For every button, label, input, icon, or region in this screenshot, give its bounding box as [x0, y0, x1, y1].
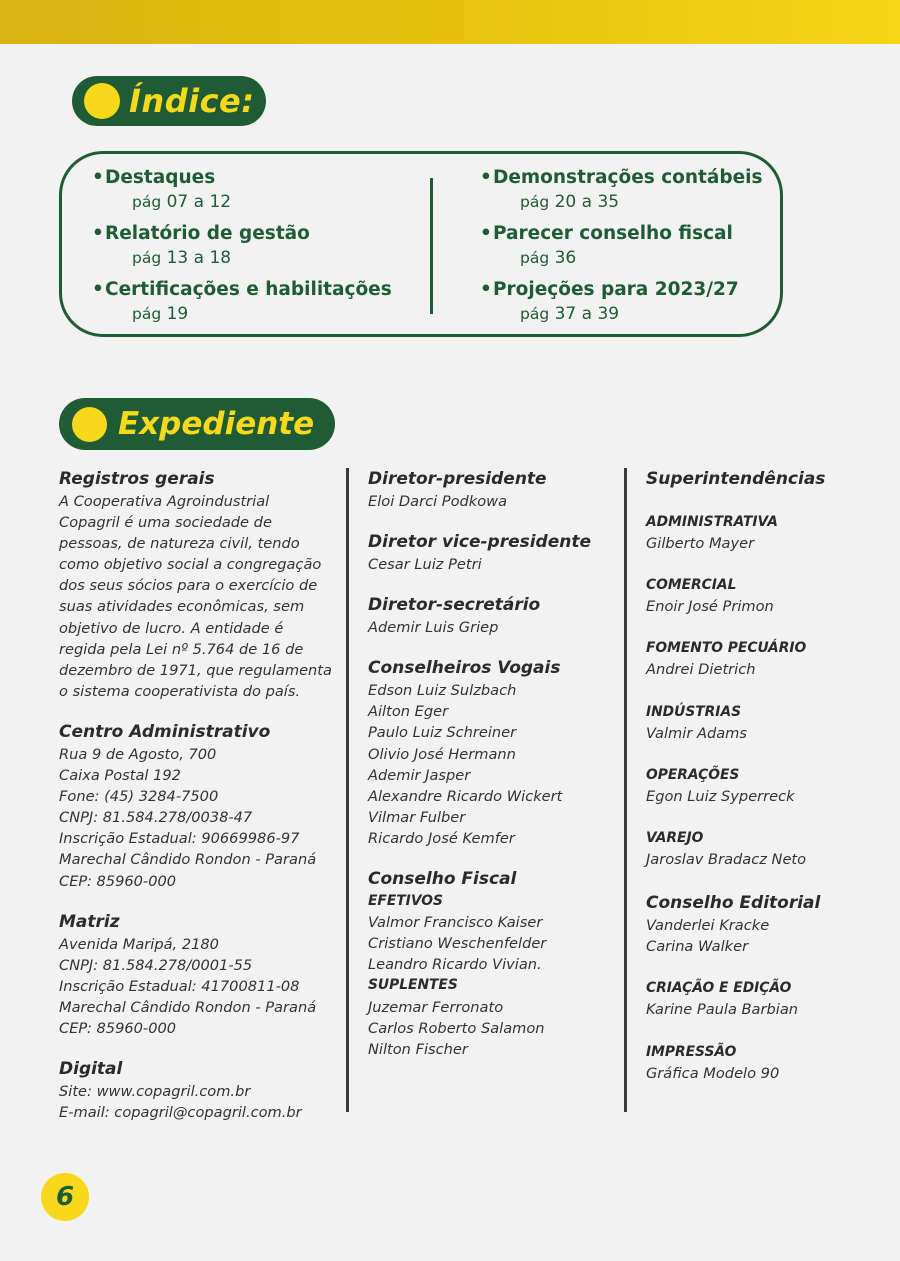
section-heading: Diretor-secretário	[368, 595, 541, 616]
subsection-label: FOMENTO PECUÁRIO	[646, 640, 807, 657]
section-heading: Conselho Editorial	[646, 893, 821, 914]
expediente-heading	[59, 398, 335, 450]
index-item[interactable]: •Parecer conselho fiscal pág 36	[480, 223, 733, 268]
index-item[interactable]: •Destaques pág 07 a 12	[92, 167, 232, 212]
subsection-label: COMERCIAL	[646, 577, 737, 594]
column-divider	[624, 468, 627, 1112]
subsection-label: OPERAÇÕES	[646, 766, 740, 783]
subsection-label: INDÚSTRIAS	[646, 703, 742, 720]
section-heading: Diretor-presidente	[368, 469, 547, 489]
index-item[interactable]: •Relatório de gestão pág 13 a 18	[92, 223, 310, 268]
section-heading: Registros gerais	[59, 469, 215, 489]
section-heading: Centro Administrativo	[59, 721, 271, 742]
subsection-label: EFETIVOS	[368, 893, 443, 910]
email-link[interactable]: E-mail: copagril@copagril.com.br	[59, 1104, 302, 1122]
subsection-label: ADMINISTRATIVA	[646, 514, 778, 530]
section-heading: Superintendências	[646, 469, 826, 489]
expediente-column-2: Diretor-presidente Eloi Darci Podkowa Diretor vice-presidente Cesar Luiz Petri Diretor-secretário Ademir Luis Griep Conselheiros Vogais Edson Luiz Sulzbach Ailton Eger Paulo Luiz Schreiner Olivio José Hermann Ademir Jasper Alexandre Ricardo Wickert Vilmar Fulber Ricardo José Kemfer Conselho Fiscal EFETIVOS Valmor Francisco Kaiser Cristiano Weschenfelder Leandro Ricardo Vivian. SUPLENTES Juzemar Ferronato Carlos Roberto Salamon Nilton Fischer	[368, 467, 608, 1060]
page-number-badge: 6	[41, 1173, 89, 1221]
top-banner	[0, 0, 900, 44]
expediente-title: Expediente	[118, 406, 315, 442]
website-link[interactable]: Site: www.copagril.com.br	[59, 1083, 251, 1101]
section-heading: Conselheiros Vogais	[368, 658, 561, 679]
indice-title: Índice:	[129, 82, 255, 120]
index-box	[59, 151, 783, 337]
section-heading: Conselho Fiscal	[368, 869, 517, 890]
index-column-right	[480, 166, 763, 334]
indice-heading	[72, 76, 266, 126]
index-item[interactable]: •Demonstrações contábeis pág 20 a 35	[480, 167, 763, 212]
expediente-column-1: Registros gerais A Cooperativa Agroindustrial Copagril é uma sociedade de pessoas, de natureza civil, tendo como objetivo social a congregação dos seus sócios para o exercício de suas atividades econômicas, sem objetivo de lucro. A entidade é regida pela Lei nº 5.764 de 16 de dezembro de 1971, que regulamenta o sistema cooperativista do país. Centro Administrativo Rua 9 de Agosto, 700 Caixa Postal 192 Fone: (45) 3284-7500 CNPJ: 81.584.278/0038-47 Inscrição Estadual: 90669986-97 Marechal Cândido Rondon - Paraná CEP: 85960-000 Matriz Avenida Maripá, 2180 CNPJ: 81.584.278/0001-55 Inscrição Estadual: 41700811-08 Marechal Cândido Rondon - Paraná CEP: 85960-000 Digital Site: www.copagril.com.br E-mail: copagril@copagril.com.br	[59, 467, 339, 1123]
yellow-dot-icon	[72, 407, 107, 442]
section-heading: Matriz	[59, 911, 120, 932]
yellow-dot-icon	[84, 83, 120, 119]
subsection-label: SUPLENTES	[368, 977, 458, 994]
section-heading: Digital	[59, 1059, 123, 1080]
index-divider	[430, 178, 433, 314]
column-divider	[346, 468, 349, 1112]
index-item[interactable]: •Certificações e habilitações pág 19	[92, 279, 392, 324]
subsection-label: CRIAÇÃO E EDIÇÃO	[646, 980, 792, 997]
subsection-label: VAREJO	[646, 829, 704, 846]
expediente-column-3: Superintendências ADMINISTRATIVA Gilberto Mayer COMERCIAL Enoir José Primon FOMENTO PECUÁRIO Andrei Dietrich INDÚSTRIAS Valmir Adams OPERAÇÕES Egon Luiz Syperreck VAREJO Jaroslav Bradacz Neto Conselho Editorial Vanderlei Kracke Carina Walker CRIAÇÃO E EDIÇÃO Karine Paula Barbian IMPRESSÃO Gráfica Modelo 90	[646, 467, 886, 1084]
index-item[interactable]: •Projeções para 2023/27 pág 37 a 39	[480, 279, 739, 324]
section-heading: Diretor vice-presidente	[368, 532, 592, 553]
subsection-label: IMPRESSÃO	[646, 1043, 737, 1060]
index-column-left	[92, 166, 392, 334]
